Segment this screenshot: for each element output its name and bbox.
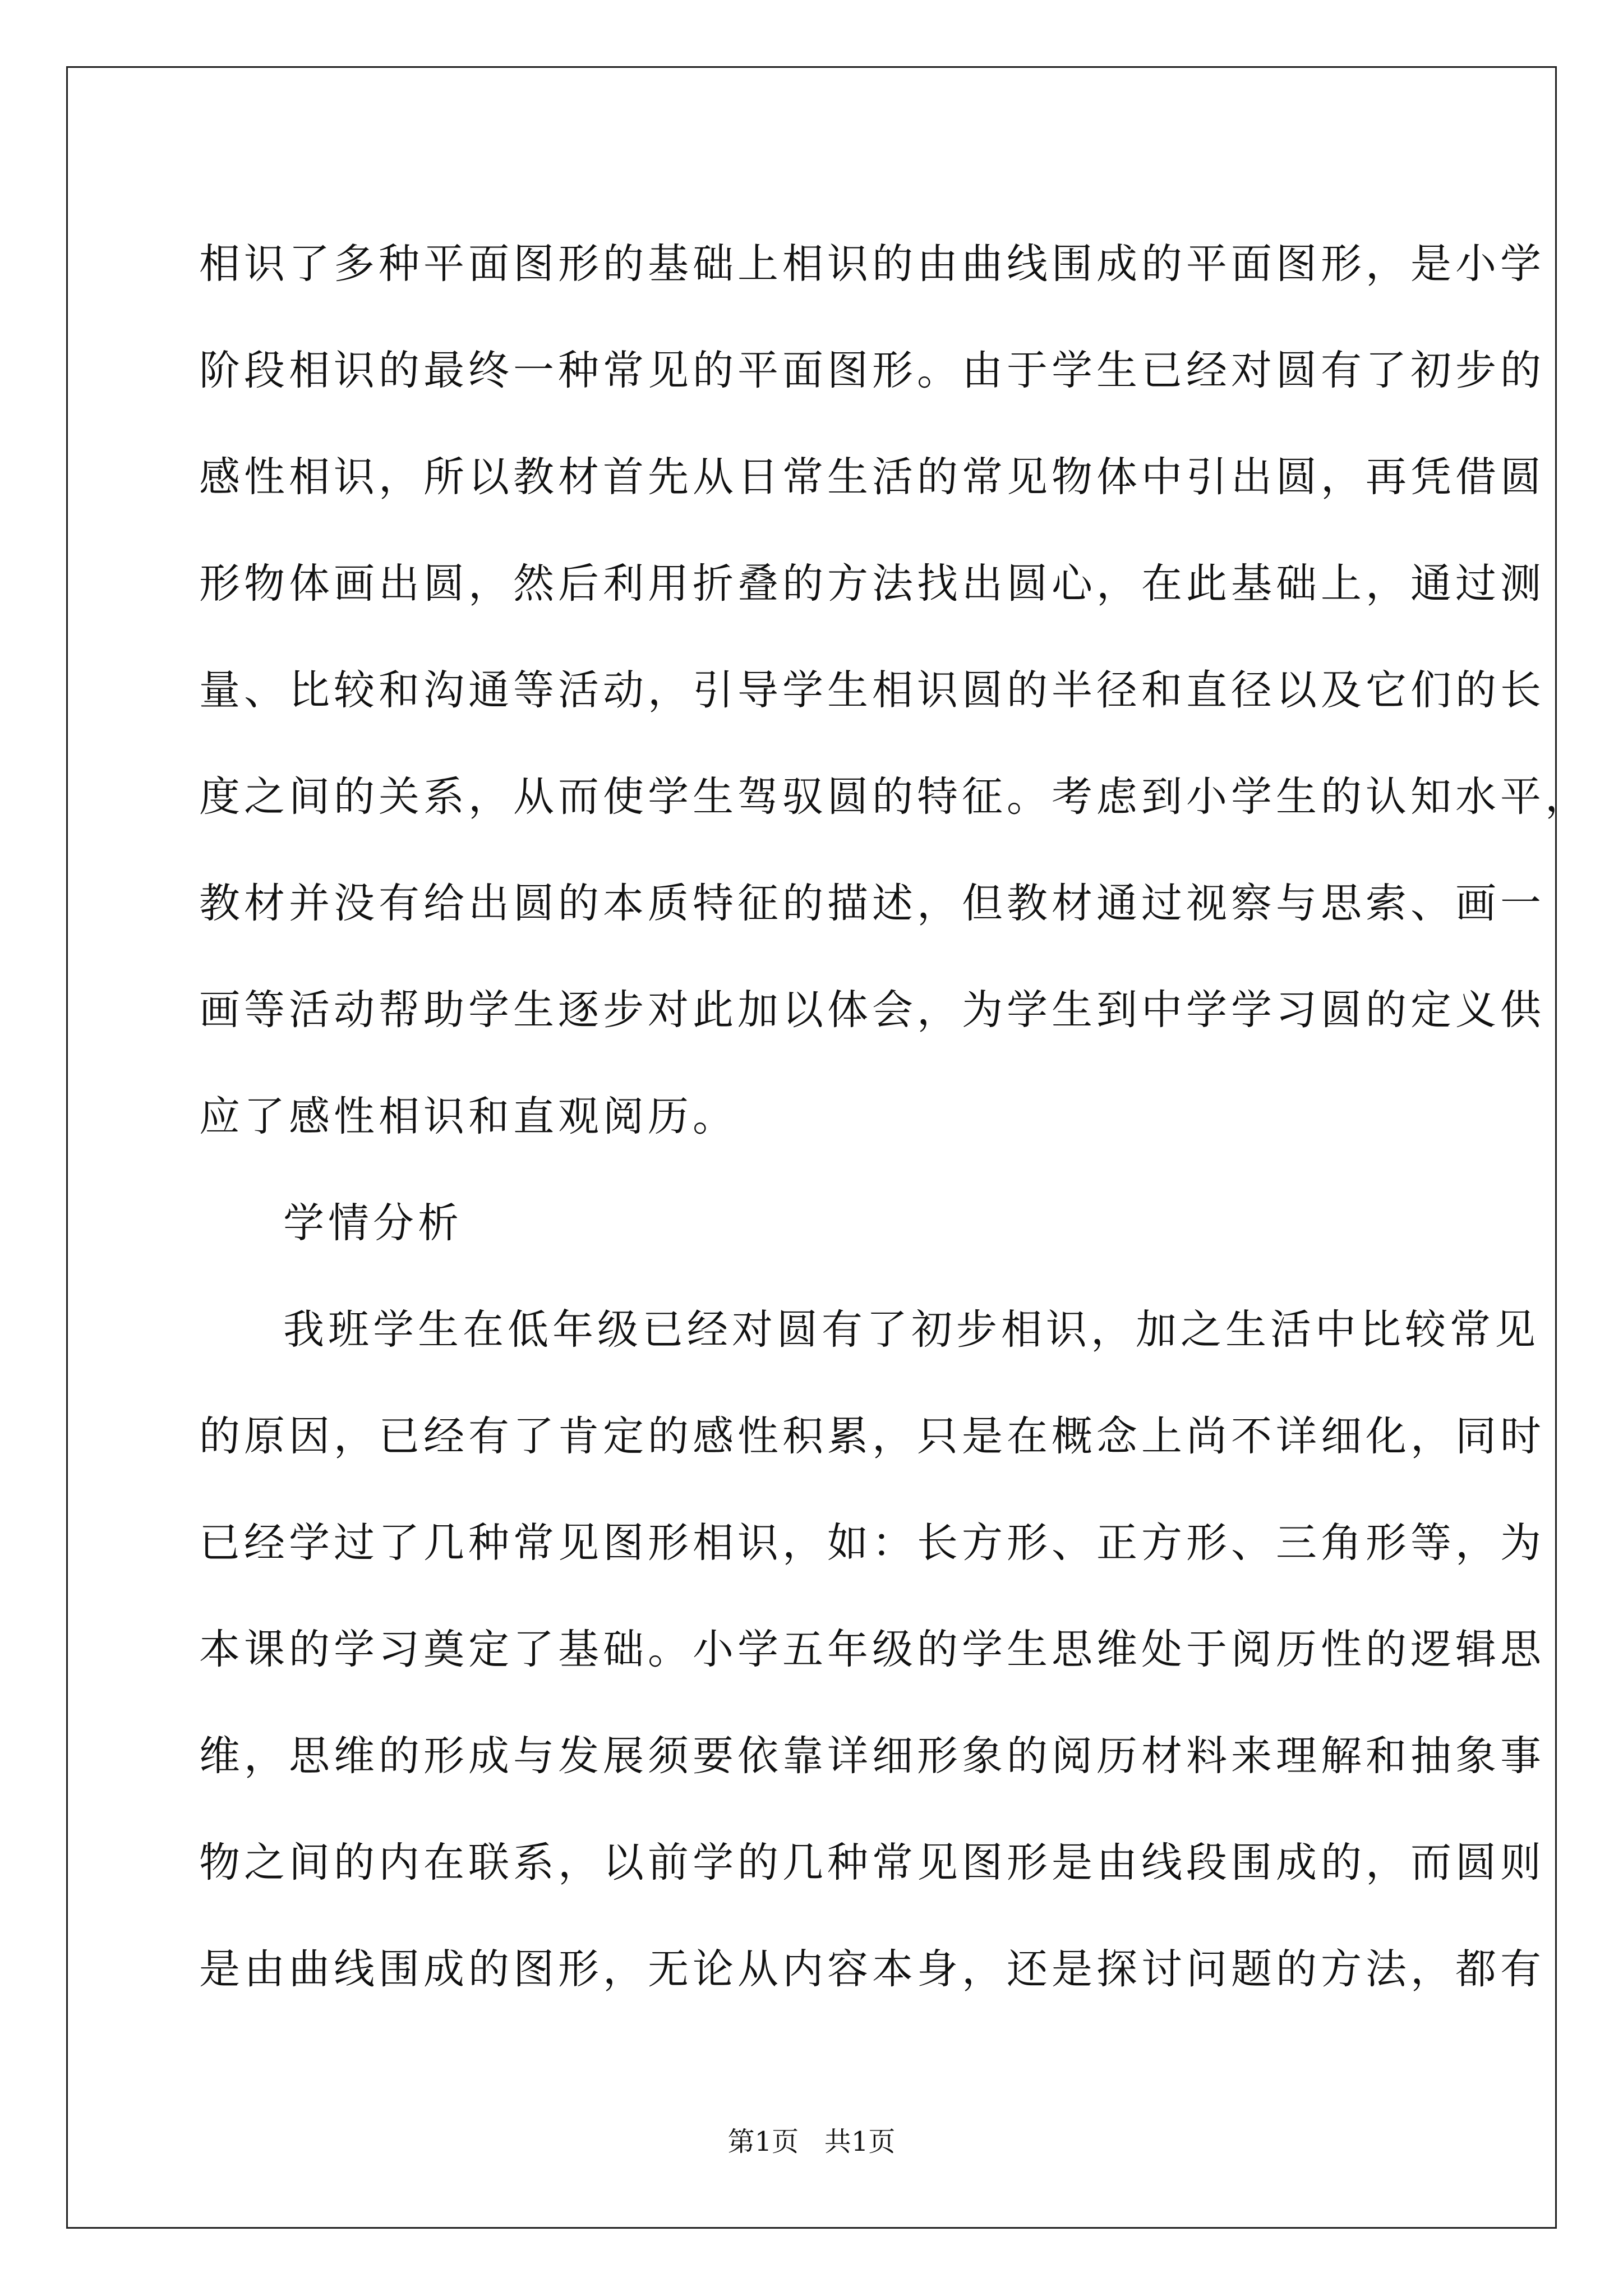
text-line: 维，思维的形成与发展须要依靠详细形象的阅历材料来理解和抽象事 (199, 1732, 1545, 1780)
text-line: 形物体画出圆，然后利用折叠的方法找出圆心，在此基础上，通过测 (199, 560, 1545, 608)
text-line: 的原因，已经有了肯定的感性积累，只是在概念上尚不详细化，同时 (199, 1412, 1545, 1460)
text-line: 量、比较和沟通等活动，引导学生相识圆的半径和直径以及它们的长 (199, 666, 1545, 714)
text-line: 度之间的关系，从而使学生驾驭圆的特征。考虑到小学生的认知水平， (199, 773, 1590, 821)
text-line: 相识了多种平面图形的基础上相识的由曲线围成的平面图形，是小学 (199, 240, 1545, 288)
text-line: 教材并没有给出圆的本质特征的描述，但教材通过视察与思索、画一 (199, 880, 1545, 927)
text-line: 本课的学习奠定了基础。小学五年级的学生思维处于阅历性的逻辑思 (199, 1626, 1545, 1673)
text-line: 感性相识，所以教材首先从日常生活的常见物体中引出圆，再凭借圆 (199, 453, 1545, 501)
text-line: 阶段相识的最终一种常见的平面图形。由于学生已经对圆有了初步的 (199, 347, 1545, 394)
section-heading: 学情分析 (283, 1199, 463, 1247)
text-line: 我班学生在低年级已经对圆有了初步相识，加之生活中比较常见 (283, 1306, 1539, 1354)
document-body (199, 211, 1590, 2023)
text-line: 应了感性相识和直观阅历。 (199, 1093, 737, 1140)
text-line: 物之间的内在联系，以前学的几种常见图形是由线段围成的，而圆则 (199, 1839, 1545, 1887)
page-footer: 第1页 共1页 (727, 2126, 896, 2157)
text-line: 是由曲线围成的图形，无论从内容本身，还是探讨问题的方法，都有 (199, 1945, 1545, 1993)
text-line: 已经学过了几种常见图形相识，如：长方形、正方形、三角形等，为 (199, 1519, 1545, 1567)
text-line: 画等活动帮助学生逐步对此加以体会，为学生到中学学习圆的定义供 (199, 986, 1545, 1034)
